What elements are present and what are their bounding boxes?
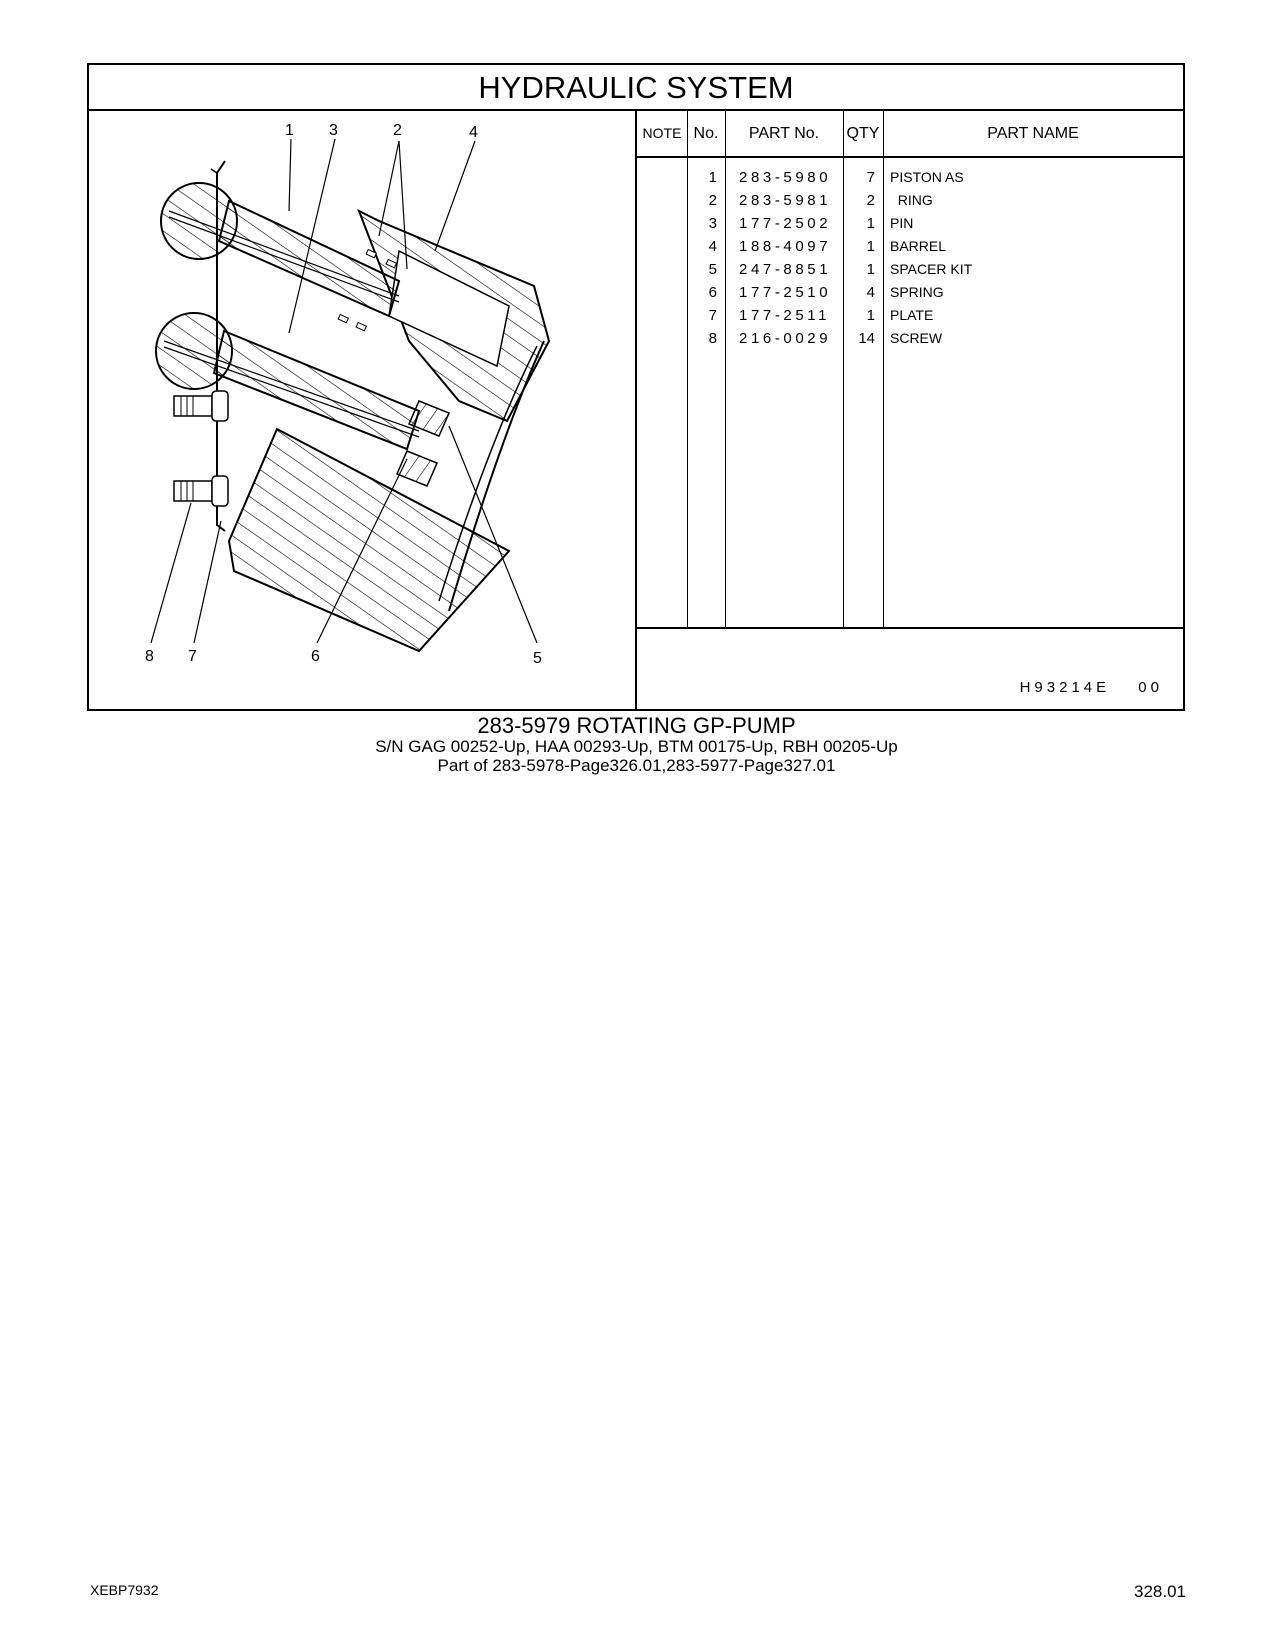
row-qty: 4	[866, 284, 875, 301]
row-no: 3	[708, 215, 717, 232]
callout-6: 6	[311, 648, 320, 665]
header-part-name: PART NAME	[987, 125, 1079, 142]
assembly-title: 283-5979 ROTATING GP-PUMP	[477, 713, 796, 738]
callout-3: 3	[329, 122, 338, 139]
row-qty: 1	[866, 307, 875, 324]
table-row	[637, 212, 1183, 235]
row-qty: 1	[866, 261, 875, 278]
row-no: 4	[708, 238, 717, 255]
row-part-name: PIN	[890, 215, 914, 231]
row-part-no: 283-5981	[739, 192, 832, 209]
table-row	[637, 258, 1183, 281]
table-row	[637, 235, 1183, 258]
row-part-no: 216-0029	[739, 330, 832, 347]
row-part-name: SPRING	[890, 284, 944, 300]
barrel-part	[229, 429, 509, 651]
row-part-name: PLATE	[890, 307, 934, 323]
row-qty: 1	[866, 215, 875, 232]
row-no: 5	[708, 261, 717, 278]
header-no: No.	[693, 125, 719, 142]
row-part-no: 247-8851	[739, 261, 832, 278]
row-part-no: 177-2502	[739, 215, 832, 232]
row-part-no: 188-4097	[739, 238, 832, 255]
table-row	[637, 281, 1183, 304]
upper-piston	[161, 183, 399, 316]
header-part-no: PART No.	[748, 125, 820, 142]
row-qty: 2	[866, 192, 875, 209]
table-bottom-divider	[637, 627, 1183, 629]
row-qty: 14	[858, 330, 875, 347]
row-part-no: 283-5980	[739, 169, 832, 186]
table-row	[637, 327, 1183, 350]
row-qty: 7	[866, 169, 875, 186]
exploded-view-illustration	[89, 111, 635, 709]
row-part-name: BARREL	[890, 238, 947, 254]
row-no: 6	[708, 284, 717, 301]
callout-4: 4	[469, 124, 478, 141]
part-of-reference: Part of 283-5978-Page326.01,283-5977-Page327.01	[437, 756, 836, 775]
row-part-name: SCREW	[890, 330, 943, 346]
row-part-name: RING	[890, 192, 933, 208]
row-part-name: PISTON AS	[890, 169, 964, 185]
page-number: 328.01	[1134, 1582, 1186, 1601]
parts-list-table	[635, 111, 1183, 709]
screw-parts	[174, 391, 228, 506]
row-no: 8	[708, 330, 717, 347]
row-part-name: SPACER KIT	[890, 261, 973, 277]
document-code: XEBP7932	[90, 1582, 159, 1598]
row-qty: 1	[866, 238, 875, 255]
row-no: 7	[708, 307, 717, 324]
table-row	[637, 166, 1183, 189]
parts-frame	[87, 63, 1185, 711]
row-part-no: 177-2510	[739, 284, 832, 301]
table-row	[637, 189, 1183, 212]
callout-7: 7	[188, 648, 197, 665]
header-qty: QTY	[846, 125, 880, 142]
drawing-code: H93214E 00	[1019, 679, 1163, 696]
row-no: 2	[708, 192, 717, 209]
row-no: 1	[708, 169, 717, 186]
table-row	[637, 304, 1183, 327]
callout-1: 1	[285, 122, 294, 139]
lower-piston	[156, 313, 419, 449]
header-note: NOTE	[642, 125, 682, 141]
callout-2: 2	[393, 122, 402, 139]
table-header	[637, 111, 1183, 158]
row-part-no: 177-2511	[739, 307, 831, 324]
serial-range: S/N GAG 00252-Up, HAA 00293-Up, BTM 00175-Up, RBH 00205-Up	[375, 737, 898, 756]
section-title: HYDRAULIC SYSTEM	[89, 65, 1183, 111]
callout-5: 5	[533, 650, 542, 667]
pump-cross-section-drawing	[89, 111, 635, 709]
callout-8: 8	[145, 648, 154, 665]
